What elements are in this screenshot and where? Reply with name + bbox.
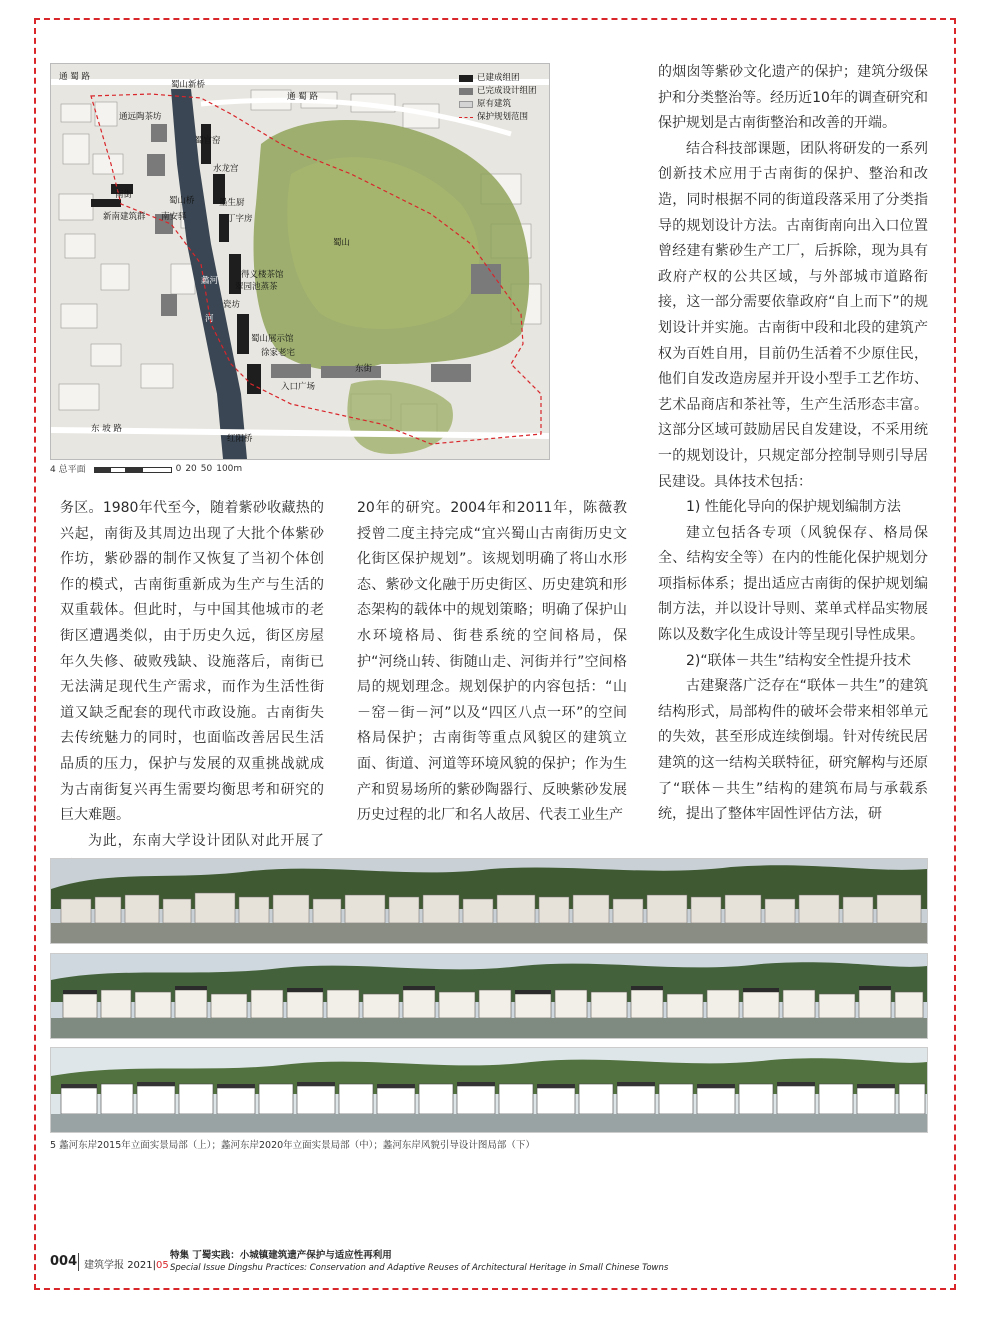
scale-label-0: 0 [175, 463, 182, 474]
legend-swatch [459, 101, 473, 108]
scale-bar [94, 464, 243, 474]
place-tongyuan: 通远陶茶坊 [119, 112, 162, 122]
paragraph: 古建聚落广泛存在“联体－共生”的建筑结构形式，局部构件的破坏会带来相邻单元的失效，甚至形成连续倒塌。针对传统民居建筑的这一结构关联特征，研究解构与还原了“联体－共生”结构的建筑布局与承载系统，提出了整体牢固性评估方法，研 [658, 678, 928, 823]
photo-caption: 5 蠡河东岸2015年立面实景局部（上）；蠡河东岸2020年立面实景局部（中）；蠡河东岸风貌引导设计图局部（下） [50, 1140, 535, 1151]
legend-swatch [459, 117, 473, 118]
place-shuguan: 蜀官窑 [195, 136, 221, 146]
legend-row [459, 72, 543, 85]
facade-design-drawing [50, 1047, 928, 1133]
paragraph: 务区。1980年代至今，随着紫砂收藏热的兴起，南街及其周边出现了大批个体紫砂作坊，紫砂器的制作又恢复了当初个体创作的模式，古南街重新成为生产与生活的双重载体。但此时，与中国其他城市的老街区遭遇类似，由于历史久远，街区房屋年久失修、破败残缺、设施落后，南街已无法满足现代生产需求，而作为生活性街道又缺乏配套的现代市政设施。古南街失去传统魅力的同时，也面临改善居民生活品质的压力，保护与发展的双重挑战就成为古南街复兴再生需要均衡思考和研究的巨大难题。 [60, 500, 324, 824]
map-caption-text: 4 总平面 [50, 465, 86, 475]
map-caption [50, 462, 242, 475]
place-he: 河 [205, 314, 214, 324]
map-legend [459, 72, 543, 124]
place-shushan: 蜀山 [333, 238, 351, 248]
subheading: 2)“联体－共生”结构安全性提升技术 [686, 652, 911, 669]
legend-label: 已建成组团 [477, 73, 520, 83]
journal-issue: 05 [156, 1260, 169, 1271]
place-lanting: 蠡河 [201, 276, 219, 286]
scale-label-20: 20 [185, 463, 197, 474]
special-issue-title-zh: 特集 丁蜀实践：小城镇建筑遗产保护与适应性再利用 [170, 1250, 392, 1261]
text-column-right [658, 60, 928, 828]
paragraph: 为此，东南大学设计团队对此开展了 [88, 832, 324, 849]
legend-label: 保护规划范围 [477, 112, 529, 122]
scale-label-100: 100m [216, 463, 243, 474]
road-label-dongpo: 东 坡 路 [91, 424, 122, 434]
paragraph: 20年的研究。2004年和2011年，陈薇教授曾二度主持完成“宜兴蜀山古南街历史文化街区保护规划”。该规划明确了将山水形态、紫砂文化融于历史街区、历史建筑和形态架构的载体中的规划策略；明确了保护山水环境格局、街巷系统的空间格局，保护“河绕山转、街随山走、河街并行”空间格局的规划理念。规划保护的内容包括：“山－窑－街－河”以及“四区八点一环”的空间格局保护；古南街等重点风貌区的建筑立面、街道、河道等环境风貌的保护；作为生产和贸易场所的紫砂陶器行、反映紫砂发展历史过程的北厂和名人故居、代表工业生产 [357, 500, 627, 824]
scale-bar-graphic [94, 465, 172, 473]
page-number: 004 [50, 1254, 78, 1269]
journal-year: 2021 [127, 1260, 153, 1271]
place-deyi: 得义楼茶馆 [241, 270, 284, 280]
place-shuilong: 水龙宫 [213, 164, 239, 174]
place-dongjie: 东街 [355, 364, 373, 374]
paragraph: 结合科技部课题，团队将研发的一系列创新技术应用于古南街的保护、整治和改造，同时根据不同的街道段落采用了分类指导的规划设计方法。古南街南向出入口位置曾经建有紫砂生产工厂，后拆除，现为具有政府产权的公共区域，与外部城市道路衔接，这一部分需要依靠政府“自上而下”的规划设计并实施。古南街中段和北段的建筑产权为百姓自用，目前仍生活着不少原住民，他们自发改造房屋并开设小型手工艺作坊、艺术品商店和茶社等，生产生活形态丰富。这部分区域可鼓励居民自发建设，不采用统一的规划设计，只规定部分控制导则引导居民建设。具体技术包括： [658, 140, 928, 490]
place-shushanqiao: 蜀山桥 [169, 196, 195, 206]
facade-photo-2020 [50, 953, 928, 1039]
facade-photo-2015 [50, 858, 928, 944]
road-label-tongdu: 通 蜀 路 [287, 92, 318, 102]
site-plan-map [50, 63, 550, 460]
legend-row [459, 98, 543, 111]
facade-design-drawing-image [51, 1048, 927, 1132]
place-jianshe: 新南建筑群 [103, 212, 146, 222]
place-cuiyuan: 翠园池蒸茶 [235, 282, 278, 292]
legend-label: 已完成设计组团 [477, 86, 537, 96]
road-label-tongshu: 通 蜀 路 [59, 72, 90, 82]
page-footer [50, 1250, 930, 1276]
place-xuqiao: 徐家老宅 [261, 348, 296, 358]
special-issue-title-en: Special Issue Dingshu Practices: Conservation and Adaptive Reuses of Architectural Heritage in Small Chinese Towns [170, 1263, 669, 1273]
journal-name: 建筑学报 [84, 1260, 124, 1271]
place-nanjie: 南街 [115, 190, 133, 200]
legend-row [459, 85, 543, 98]
subheading: 1) 性能化导向的保护规划编制方法 [686, 499, 901, 516]
place-ciwu: 瓷坊 [223, 300, 241, 310]
bridge-label-hongyang: 红阳桥 [227, 434, 253, 444]
facade-photo-2015-image [51, 859, 927, 943]
facade-photo-2020-image [51, 954, 927, 1038]
paragraph: 的烟囱等紫砂文化遗产的保护；建筑分级保护和分类整治等。经历近10年的调查研究和保护规划是古南街整治和改善的开端。 [658, 64, 928, 132]
place-diansheng: 墨生厨 [219, 198, 245, 208]
place-shushanzhanguan: 蜀山展示馆 [251, 334, 294, 344]
place-rukou: 入口广场 [281, 382, 316, 392]
place-renxiu: 南安驿 [161, 212, 187, 222]
text-column-middle [357, 496, 627, 829]
special-issue-title [170, 1250, 668, 1274]
legend-swatch [459, 75, 473, 82]
legend-label: 原有建筑 [477, 99, 512, 109]
footer-divider [78, 1253, 79, 1271]
legend-row [459, 111, 543, 124]
paragraph: 建立包括各专项（风貌保存、格局保全、结构安全等）在内的性能化保护规划分项指标体系；提出适应古南街的保护规划编制方法，并以设计导则、菜单式样品实物展陈以及数字化生成设计等呈现引导性成果。 [658, 524, 928, 644]
legend-swatch [459, 88, 473, 95]
place-dingzifang: 丁字房 [227, 214, 253, 224]
scale-label-50: 50 [200, 463, 213, 474]
bridge-label-shushanxin: 蜀山新桥 [171, 80, 206, 90]
text-column-left [60, 496, 324, 880]
journal-info: 建筑学报 2021|05 [84, 1260, 169, 1271]
